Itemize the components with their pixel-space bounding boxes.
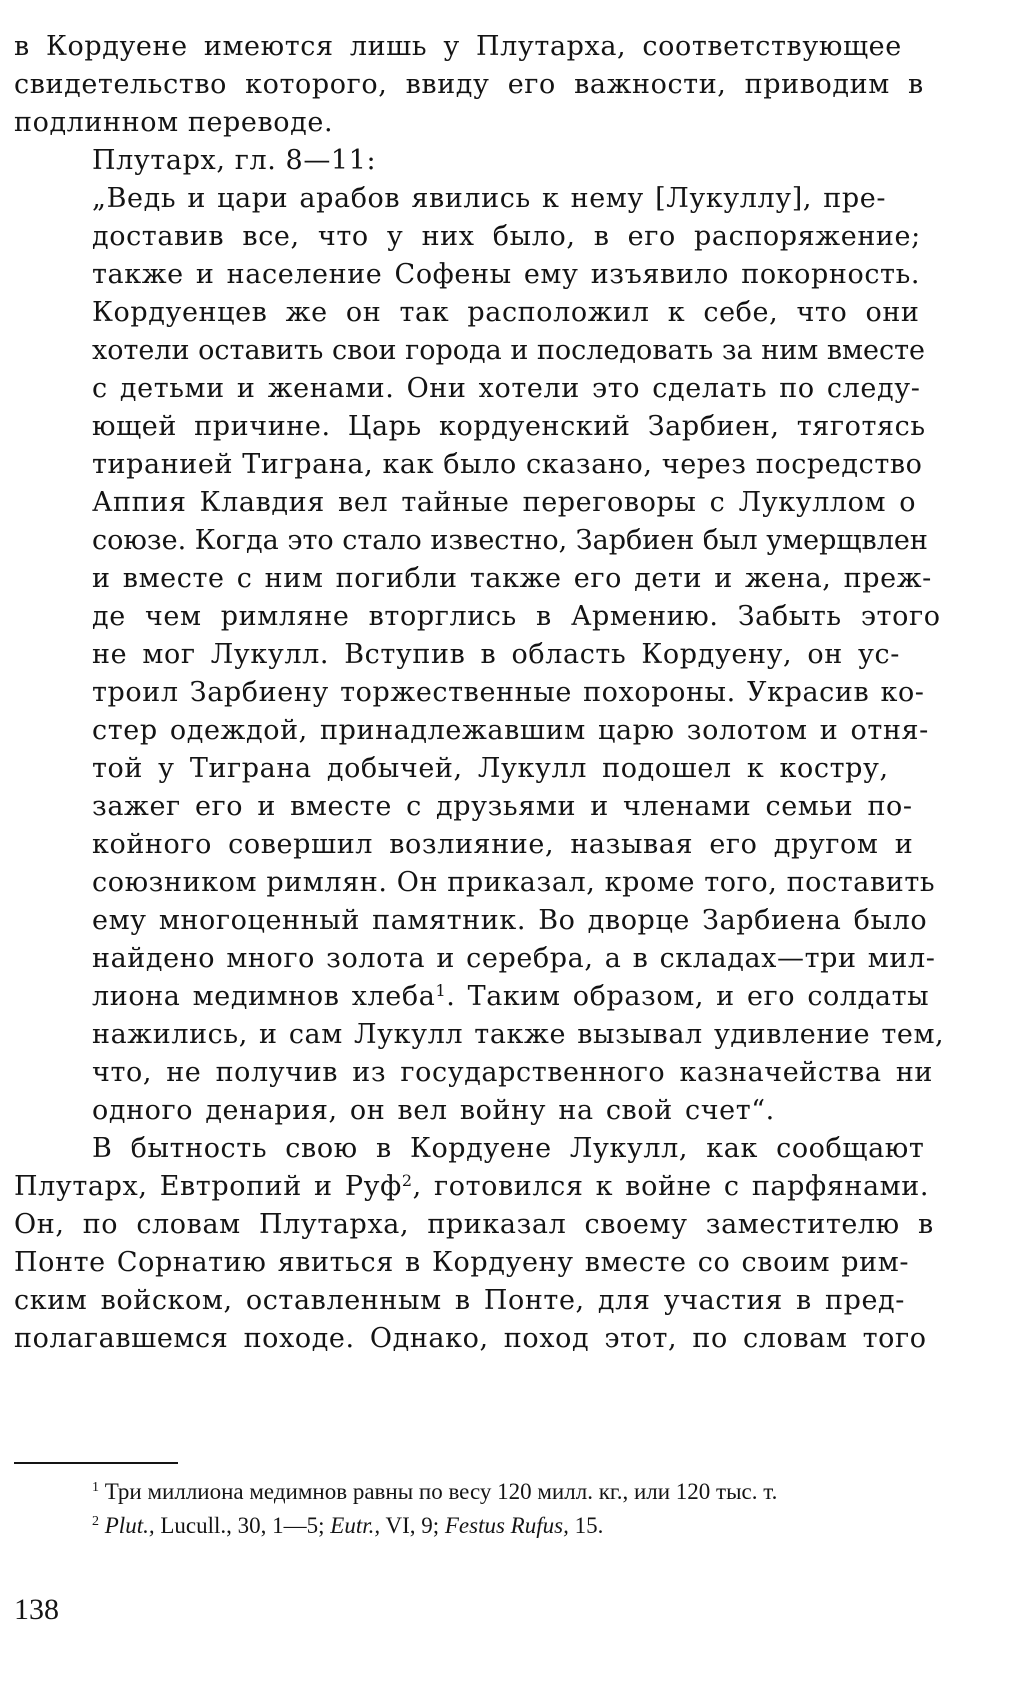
footnote-text: 15. <box>568 1513 604 1538</box>
text-line: троил Зарбиену торжественные похороны. Украсив ко- <box>92 677 925 708</box>
text-line: свидетельство которого, ввиду его важности, приводим в <box>14 69 924 100</box>
text-line: полагавшемся походе. Однако, поход этот, по словам того <box>14 1323 927 1354</box>
text-line: не мог Лукулл. Вступив в область Кордуену, он ус- <box>92 639 900 670</box>
text-line: Он, по словам Плутарха, приказал своему заместителю в <box>14 1209 934 1240</box>
footnote-ref[interactable]: 1 <box>435 981 447 1000</box>
footnote-1 <box>92 1477 777 1507</box>
footnote-mark: 1 <box>92 1480 99 1495</box>
footnote-text: Lucull., 30, 1—5; <box>154 1513 331 1538</box>
text-line: нажились, и сам Лукулл также вызывал удивление тем, <box>92 1019 945 1050</box>
text-line: зажег его и вместе с друзьями и членами семьи по- <box>92 791 913 822</box>
text-line: той у Тиграна добычей, Лукулл подошел к костру, <box>92 753 889 784</box>
text-line: „Ведь и цари арабов явились к нему [Лукуллу], пре- <box>92 183 887 214</box>
text-line: и вместе с ним погибли также его дети и жена, преж- <box>92 563 932 594</box>
text-line: тиранией Тиграна, как было сказано, через посредство <box>92 449 923 480</box>
text-fragment: Плутарх, Евтропий и Руф <box>14 1171 402 1202</box>
text-line: найдено много золота и серебра, а в складах—три мил- <box>92 943 936 974</box>
text-line: что, не получив из государственного казначейства ни <box>92 1057 934 1088</box>
page-number: 138 <box>14 1593 59 1626</box>
footnote-divider <box>14 1462 178 1464</box>
footnote-source: Eutr., <box>330 1513 381 1538</box>
text-line: ющей причине. Царь кордуенский Зарбиен, тяготясь <box>92 411 926 442</box>
text-line: доставив все, что у них было, в его распоряжение; <box>92 221 921 252</box>
text-line: с детьми и женами. Они хотели это сделать по следу- <box>92 373 921 404</box>
text-line: Плутарх, гл. 8—11: <box>92 145 377 176</box>
text-fragment: , готовился к войне с парфянами. <box>412 1171 930 1202</box>
text-line: Кордуенцев же он так расположил к себе, что они <box>92 297 920 328</box>
text-line: стер одеждой, принадлежавшим царю золотом и отня- <box>92 715 929 746</box>
text-line: де чем римляне вторглись в Армению. Забыть этого <box>92 601 941 632</box>
footnote-source: Festus Rufus, <box>444 1513 569 1538</box>
text-line: В бытность свою в Кордуене Лукулл, как сообщают <box>92 1133 925 1164</box>
text-line: союзником римлян. Он приказал, кроме того, поставить <box>92 867 936 898</box>
text-fragment: . Таким образом, и его солдаты <box>446 981 930 1012</box>
footnote-text: VI, 9; <box>380 1513 445 1538</box>
footnote-ref[interactable]: 2 <box>401 1171 413 1190</box>
text-line: койного совершил возлияние, называя его другом и <box>92 829 914 860</box>
footnote-source: Plut., <box>104 1513 155 1538</box>
text-line: также и население Софены ему изъявило покорность. <box>92 259 921 290</box>
text-line <box>14 1168 929 1206</box>
footnote-text: Три миллиона медимнов равны по весу 120 милл. кг., или 120 тыс. т. <box>104 1479 778 1504</box>
footnote-mark: 2 <box>92 1514 99 1529</box>
text-line: ским войском, оставленным в Понте, для участия в пред- <box>14 1285 905 1316</box>
text-line: Аппия Клавдия вел тайные переговоры с Лукуллом о <box>92 487 917 518</box>
text-line: одного денария, он вел войну на свой счет“. <box>92 1095 775 1126</box>
text-line: ему многоценный памятник. Во дворце Зарбиена было <box>92 905 928 936</box>
text-fragment: лиона медимнов хлеба <box>92 981 436 1012</box>
text-line: Понте Сорнатию явиться в Кордуену вместе со своим рим- <box>14 1247 910 1278</box>
text-line: хотели оставить свои города и последовать за ним вместе <box>92 335 926 366</box>
footnote-2 <box>92 1511 603 1541</box>
text-line: подлинном переводе. <box>14 107 334 138</box>
text-line: в Кордуене имеются лишь у Плутарха, соответствующее <box>14 31 902 62</box>
text-line: союзе. Когда это стало известно, Зарбиен был умерщвлен <box>92 525 928 556</box>
text-line <box>92 978 929 1016</box>
